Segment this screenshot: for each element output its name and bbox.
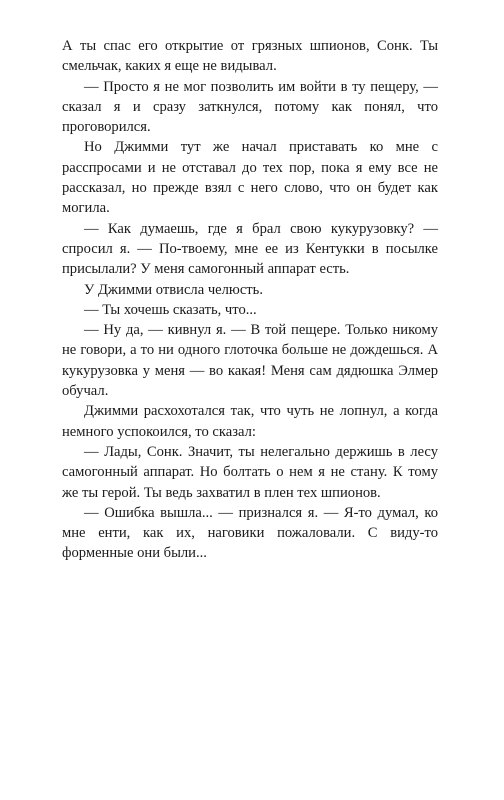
paragraph: — Ошибка вышла... — признался я. — Я-то думал, ко мне енти, как их, наговики пожаловали. С виду-то форменные они были... — [62, 504, 438, 562]
paragraph: У Джимми отвисла челюсть. — [84, 281, 263, 298]
paragraph: — Ты хочешь сказать, что... — [84, 301, 257, 318]
paragraph: — Ну да, — кивнул я. — В той пещере. Только никому не говори, а то ни одного глоточка больше не дождешься. А кукурузовка у меня — во какая! Меня сам дядюшка Элмер обучал. — [62, 322, 438, 400]
body-text — [62, 36, 438, 564]
paragraph: Но Джимми тут же начал приставать ко мне с расспросами и не отставал до тех пор, пока я ему все не рассказал, но прежде взял с него слово, что он будет как могила. — [62, 139, 438, 217]
paragraph: Джимми расхохотался так, что чуть не лопнул, а когда немного успокоился, то сказал: — [62, 403, 438, 440]
paragraph: А ты спас его открытие от грязных шпионов, Сонк. Ты смельчак, каких я еще не видывал. — [62, 38, 438, 75]
paragraph: — Лады, Сонк. Значит, ты нелегально держишь в лесу самогонный аппарат. Но болтать о нем я не стану. К тому же ты герой. Ты ведь захватил в плен тех шпионов. — [62, 443, 438, 501]
paragraph: — Просто я не мог позволить им войти в ту пещеру, — сказал я и сразу заткнулся, потому как понял, что проговорился. — [62, 78, 438, 136]
paragraph: — Как думаешь, где я брал свою кукурузовку? — спросил я. — По-твоему, мне ее из Кентукки в посылке присылали? У меня самогонный аппарат есть. — [62, 220, 438, 278]
